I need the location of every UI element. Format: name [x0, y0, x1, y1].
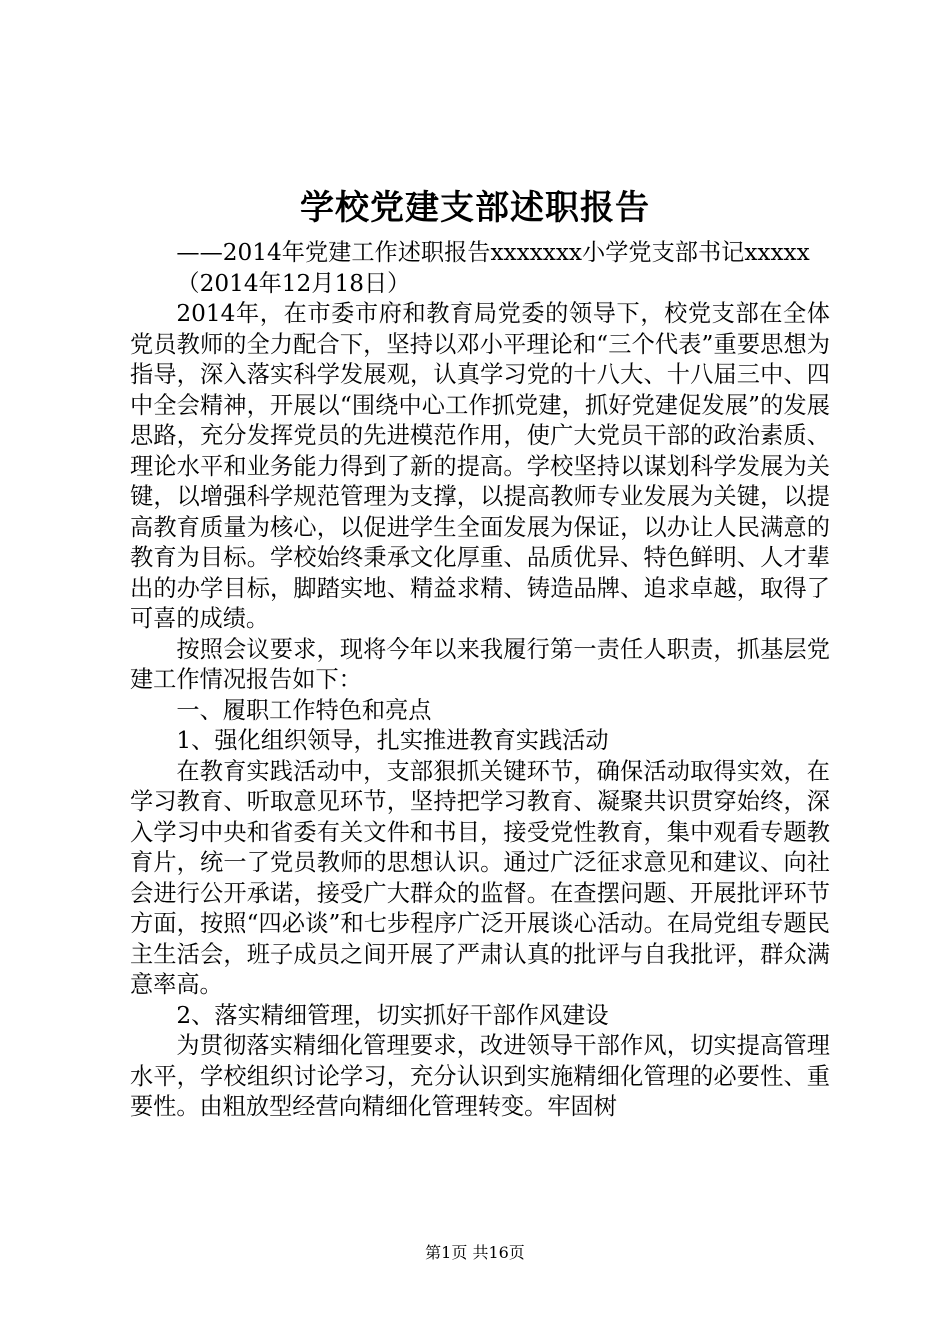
body-paragraph: 在教育实践活动中，支部狠抓关键环节，确保活动取得实效，在学习教育、听取意见环节，坚持把学习教育、凝聚共识贯穿始终，深入学习中央和省委有关文件和书目，接受党性教育，集中观看专题教育片，统一了党员教师的思想认识。通过广泛征求意见和建议、向社会进行公开承诺，接受广大群众的监督。在查摆问题、开展批评环节方面，按照“四必谈”和七步程序广泛开展谈心活动。在局党组专题民主生活会，班子成员之间开展了严肃认真的批评与自我批评，群众满意率高。 [130, 757, 830, 998]
body-paragraph: 2014年，在市委市府和教育局党委的领导下，校党支部在全体党员教师的全力配合下，坚持以邓小平理论和“三个代表”重要思想为指导，深入落实科学发展观，认真学习党的十八大、十八届三中、四中全会精神，开展以“围绕中心工作抓党建，抓好党建促发展”的发展思路，充分发挥党员的先进模范作用，使广大党员干部的政治素质、理论水平和业务能力得到了新的提高。学校坚持以谋划科学发展为关键，以增强科学规范管理为支撑，以提高教师专业发展为关键，以提高教育质量为核心，以促进学生全面发展为保证，以办让人民满意的教育为目标。学校始终秉承文化厚重、品质优异、特色鲜明、人才辈出的办学目标，脚踏实地、精益求精、铸造品牌、追求卓越，取得了可喜的成绩。 [130, 300, 830, 632]
date-paragraph: （2014年12月18日） [176, 269, 411, 297]
section-heading: 一、履职工作特色和亮点 [176, 696, 432, 724]
body-paragraph: 按照会议要求，现将今年以来我履行第一责任人职责，抓基层党建工作情况报告如下： [130, 635, 830, 693]
body-paragraph: 为贯彻落实精细化管理要求，改进领导干部作风，切实提高管理水平，学校组织讨论学习，充分认识到实施精细化管理的必要性、重要性。由粗放型经营向精细化管理转变。牢固树 [130, 1032, 830, 1120]
page-footer: 第1页 共16页 [425, 1243, 525, 1262]
subsection-heading: 2、落实精细管理，切实抓好干部作风建设 [176, 1001, 609, 1029]
document-title: 学校党建支部述职报告 [300, 188, 650, 228]
document-body [130, 238, 830, 1123]
subsection-heading: 1、强化组织领导，扎实推进教育实践活动 [176, 727, 609, 754]
subtitle-paragraph: ——2014年党建工作述职报告xxxxxxx小学党支部书记xxxxx [176, 239, 810, 266]
